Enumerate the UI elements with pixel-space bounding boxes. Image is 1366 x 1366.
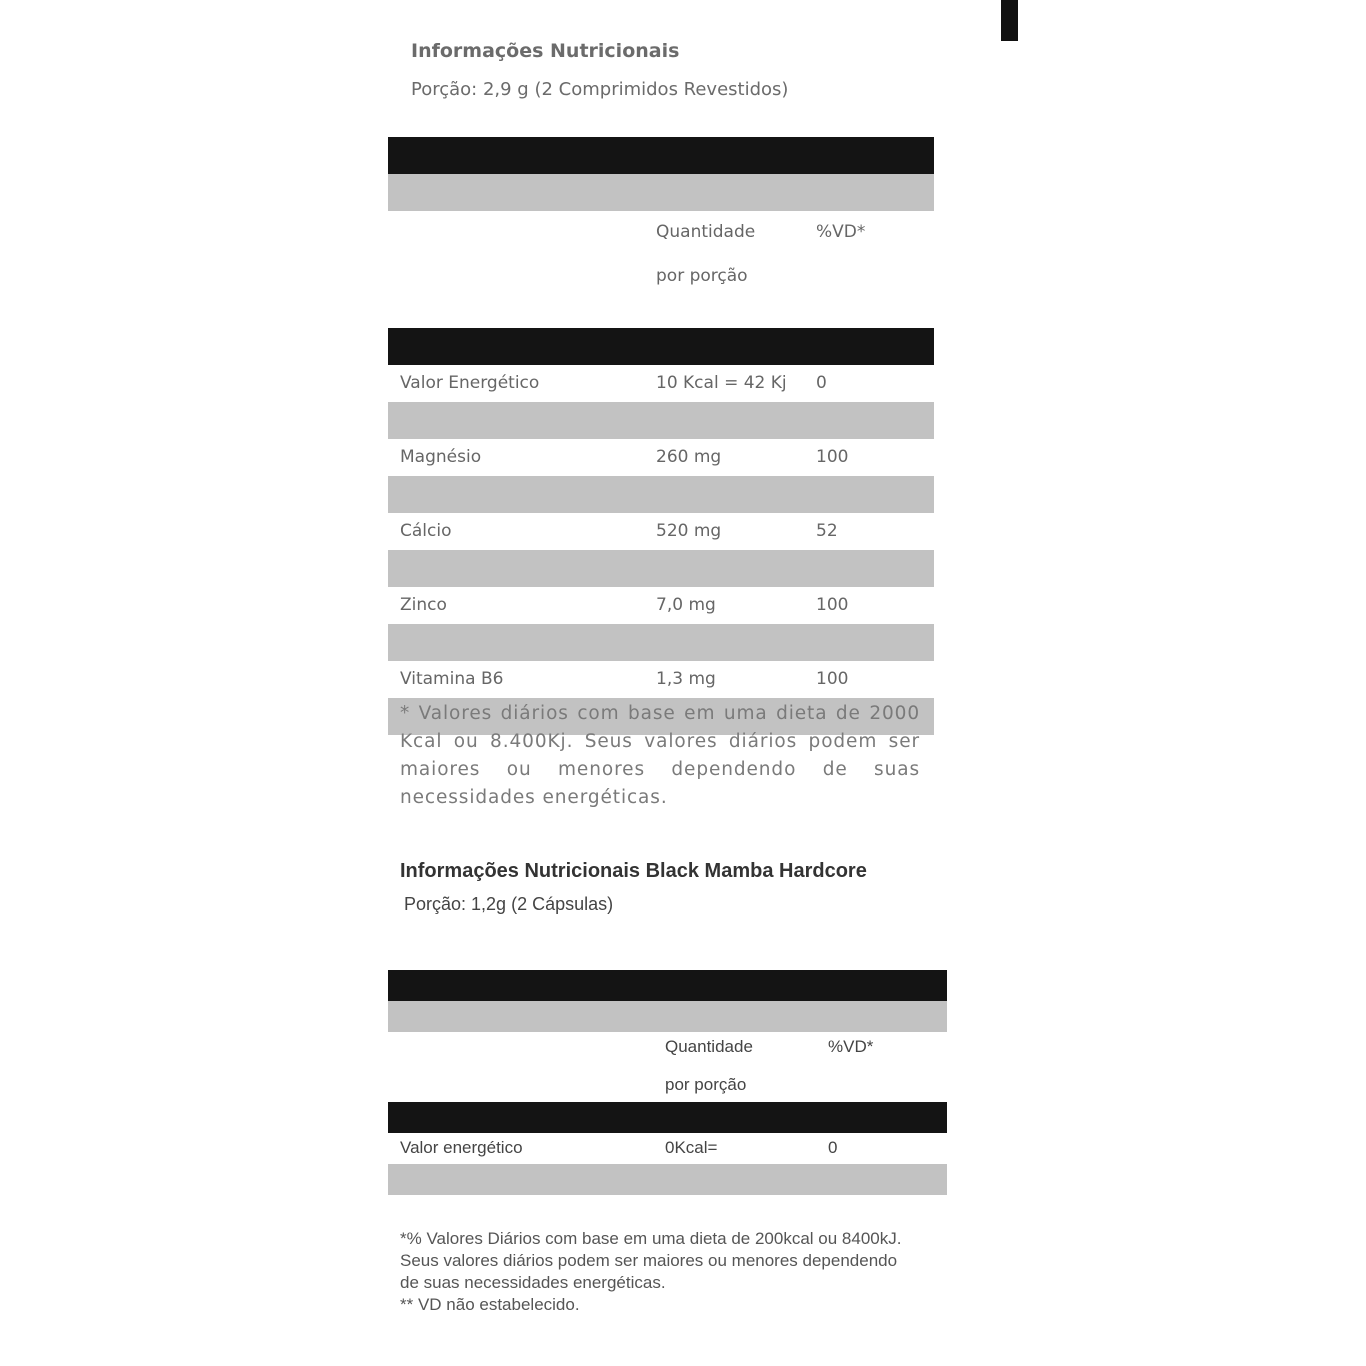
nutrient-dv: 52 [816, 521, 838, 541]
nutrient-dv: 100 [816, 447, 849, 467]
table-row [388, 365, 934, 402]
header-amount: Quantidade [656, 222, 756, 242]
nutrition-table [388, 137, 934, 735]
nutrient-dv: 0 [816, 373, 827, 393]
nutrient-name: Vitamina B6 [400, 669, 504, 689]
daily-value-footnote: * Valores diários com base em uma dieta de 2000 Kcal ou 8.400Kj. Seus valores diários podem ser maiores ou menores dependendo de suas necessidades energéticas. [400, 703, 920, 808]
table-header [388, 1032, 947, 1102]
row-separator [388, 1164, 947, 1195]
serving-size: Porção: 2,9 g (2 Comprimidos Revestidos) [411, 79, 789, 100]
nutrient-amount: 1,3 mg [656, 669, 716, 689]
table-header-bar [388, 1102, 947, 1133]
row-separator [388, 550, 934, 587]
serving-size: Porção: 1,2g (2 Cápsulas) [404, 894, 614, 914]
nutrient-amount: 0Kcal= [665, 1138, 718, 1157]
nutrient-dv: 0 [828, 1138, 838, 1157]
nutrient-amount: 10 Kcal = 42 Kj [656, 373, 787, 393]
nutrient-dv: 100 [816, 595, 849, 615]
footnote-line: *% Valores Diários com base em uma dieta de 200kcal ou 8400kJ. [400, 1229, 902, 1248]
nutrient-name: Valor energético [400, 1138, 523, 1157]
table-top-bar [388, 137, 934, 174]
nutrition-title: Informações Nutricionais [411, 40, 680, 62]
table-row [388, 513, 934, 550]
table-row [388, 587, 934, 624]
row-separator [388, 402, 934, 439]
nutrient-name: Valor Energético [400, 373, 540, 393]
nutrient-amount: 260 mg [656, 447, 722, 467]
nutrient-name: Magnésio [400, 447, 482, 467]
nutrient-name: Cálcio [400, 521, 452, 541]
footnote-line: de suas necessidades energéticas. [400, 1273, 666, 1292]
row-separator [388, 624, 934, 661]
table-divider [388, 174, 934, 211]
nutrient-amount: 7,0 mg [656, 595, 716, 615]
nutrient-name: Zinco [400, 595, 447, 615]
table-header [388, 211, 934, 328]
header-amount: Quantidade [665, 1037, 753, 1056]
product-nutrition-title: Informações Nutricionais Black Mamba Hardcore [400, 860, 867, 882]
header-daily-value: %VD* [816, 222, 866, 242]
footnote-line: Seus valores diários podem ser maiores ou menores dependendo [400, 1251, 898, 1270]
nutrient-dv: 100 [816, 669, 849, 689]
table-header-bar [388, 328, 934, 365]
nutrient-amount: 520 mg [656, 521, 722, 541]
table-row [388, 661, 934, 698]
row-separator [388, 476, 934, 513]
table-row [388, 1133, 947, 1164]
table-divider [388, 1001, 947, 1032]
footnote-line: ** VD não estabelecido. [400, 1295, 580, 1314]
header-daily-value: %VD* [828, 1037, 874, 1056]
header-amount-sub: por porção [665, 1075, 747, 1094]
table-top-bar [388, 970, 947, 1001]
header-amount-sub: por porção [656, 266, 748, 286]
table-row [388, 439, 934, 476]
nutrition-table [388, 970, 947, 1195]
corner-marker [1001, 0, 1018, 41]
daily-value-footnote [400, 1228, 940, 1316]
